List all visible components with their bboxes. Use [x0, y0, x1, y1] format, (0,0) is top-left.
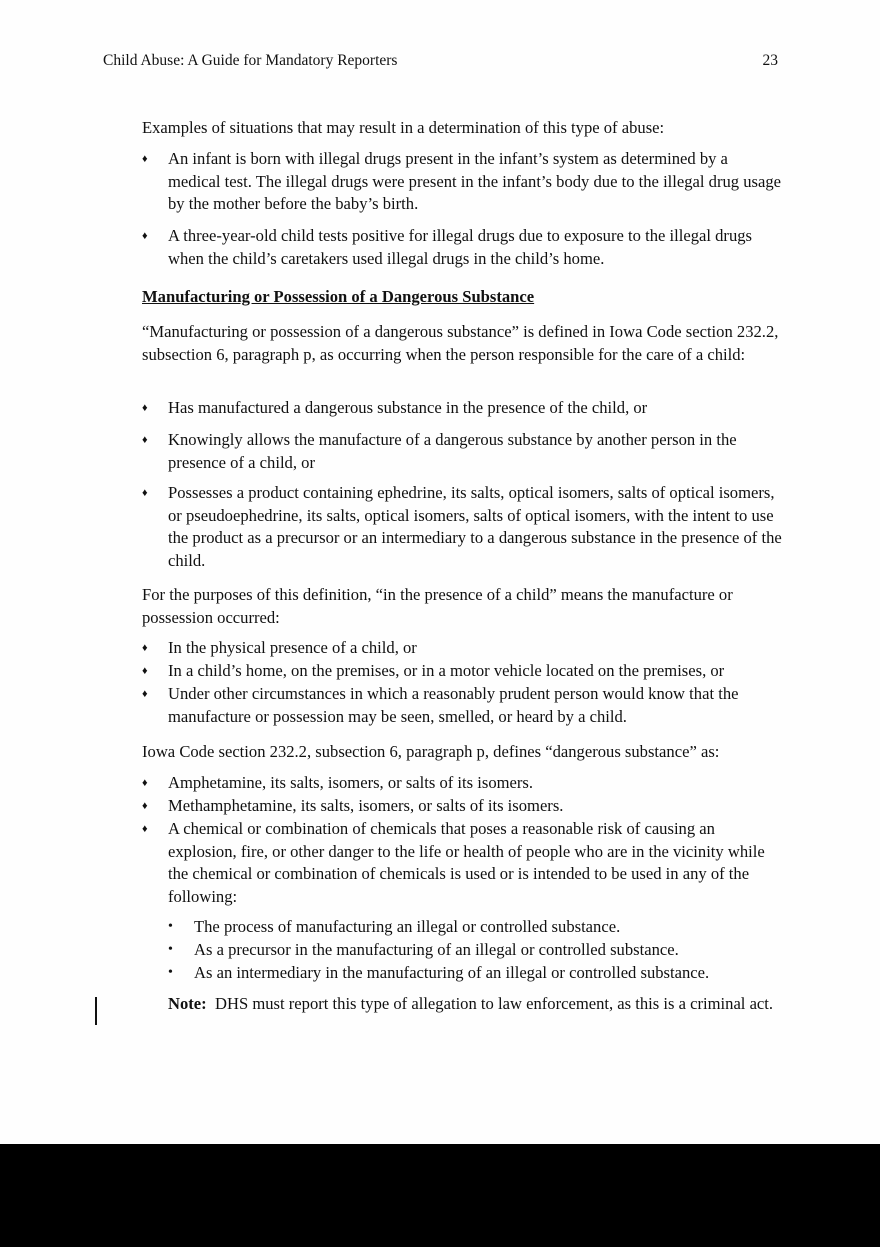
round-bullet-icon: • [168, 965, 173, 980]
note-paragraph [168, 993, 780, 1016]
round-bullet-icon: • [168, 919, 173, 934]
diamond-bullet-icon: ♦ [142, 434, 148, 446]
presence-paragraph: For the purposes of this definition, “in the presence of a child” means the manufacture or possession occurred: [142, 585, 733, 627]
document-page: Child Abuse: A Guide for Mandatory Reporters 23 Examples of situations that may result in a determination of this type of abuse: ♦ An infant is born with illegal drugs present in the infant’s system as determined by a medical test. The illegal drugs were present in the infant’s body due to the illegal drug usage by the mother before the baby’s birth. ♦ A three-year-old child tests positive for illegal drugs due to exposure to the illegal drugs when the child’s caretakers used illegal drugs in the child’s home. Manufacturing or Possession of a Dangerous Substance “Manufacturing or possession of a dangerous substance” is defined in Iowa Code section 232.2, subsection 6, paragraph p, as occurring when the person responsible for the care of a child: ♦ Has manufactured a dangerous substance in the presence of the child, or ♦ Knowingly allows the manufacture of a dangerous substance by another person in the presence of a child, or ♦ Possesses a product containing ephedrine, its salts, optical isomers, salts of optical isomers, or pseudoephedrine, its salts, optical isomers, salts of optical isomers, with the intent to use the product as a precursor or an intermediary to a dangerous substance in the presence of the child. For the purposes of this definition, “in the presence of a child” means the manufacture or possession occurred: ♦ In the physical presence of a child, or ♦ In a child’s home, on the premises, or in a motor vehicle located on the premises, or ♦ Under other circumstances in which a reasonably prudent person would know that the manufacture or possession may be seen, smelled, or heard by a child. Iowa Code section 232.2, subsection 6, paragraph p, defines “dangerous substance” as: ♦ Amphetamine, its salts, isomers, or salts of its isomers. ♦ Methamphetamine, its salts, isomers, or salts of its isomers. ♦ A chemical or combination of chemicals that poses a reasonable risk of causing an explosion, fire, or other danger to the life or health of people who are in the vicinity while the chemical or combination of chemicals is used or is intended to be used in any of the following: • The process of manufacturing an illegal or controlled substance. • As a precursor in the manufacturing of an illegal or controlled substance. • As an intermediary in the manufacturing of an illegal or controlled substance. Note: DHS must report this type of allegation to law enforcement, as this is a criminal act. [0, 0, 880, 1144]
examples-intro: Examples of situations that may result in a determination of this type of abuse: [142, 118, 665, 137]
diamond-bullet-icon: ♦ [142, 665, 148, 677]
note-label: Note: [168, 994, 207, 1013]
diamond-bullet-icon: ♦ [142, 823, 148, 835]
document-title: Child Abuse: A Guide for Mandatory Reporters [103, 52, 398, 69]
diamond-bullet-icon: ♦ [142, 487, 148, 499]
viewer-background [0, 1144, 880, 1247]
diamond-bullet-icon: ♦ [142, 153, 148, 165]
definition-paragraph: “Manufacturing or possession of a dangerous substance” is defined in Iowa Code section 232.2, subsection 6, paragraph p, as occurring when the person responsible for the care of a child: [142, 322, 779, 364]
round-bullet-icon: • [168, 942, 173, 957]
revision-change-bar [95, 997, 97, 1025]
note-text: DHS must report this type of allegation to law enforcement, as this is a criminal act. [206, 994, 774, 1013]
section-heading: Manufacturing or Possession of a Dangerous Substance [142, 287, 535, 306]
diamond-bullet-icon: ♦ [142, 402, 148, 414]
diamond-bullet-icon: ♦ [142, 777, 148, 789]
diamond-bullet-icon: ♦ [142, 688, 148, 700]
substance-paragraph: Iowa Code section 232.2, subsection 6, paragraph p, defines “dangerous substance” as: [142, 742, 720, 761]
diamond-bullet-icon: ♦ [142, 642, 148, 654]
page-number: 23 [762, 52, 778, 69]
diamond-bullet-icon: ♦ [142, 800, 148, 812]
diamond-bullet-icon: ♦ [142, 230, 148, 242]
